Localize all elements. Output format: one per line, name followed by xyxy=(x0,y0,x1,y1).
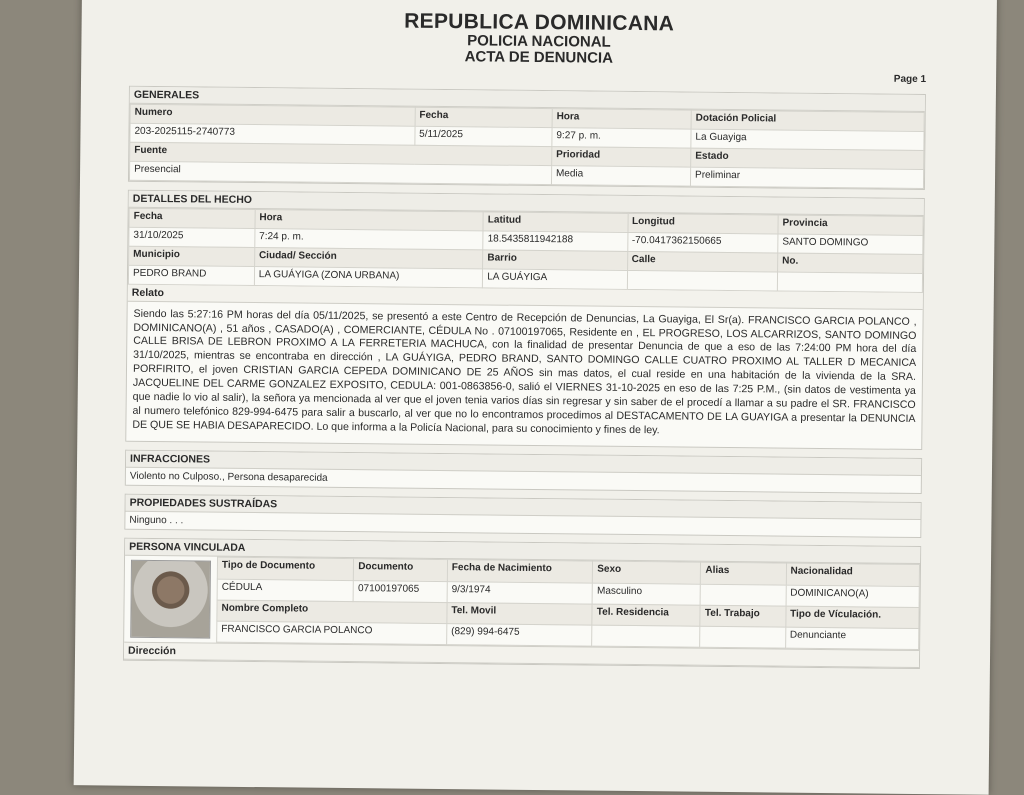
infracciones-value: Violento no Culposo., Persona desaparecida xyxy=(129,471,328,485)
tipo-vinculacion-value: Denunciante xyxy=(785,627,919,650)
estado-value: Preliminar xyxy=(690,167,923,188)
sexo-label: Sexo xyxy=(593,561,701,583)
numero-label: Numero xyxy=(130,104,415,126)
nombre-value: FRANCISCO GARCIA POLANCO xyxy=(217,621,447,645)
provincia-label: Provincia xyxy=(778,215,923,236)
relato-text: Siendo las 5:27:16 PM horas del día 05/11/2025, se presentó a este Centro de Recepción de Denuncias, La Guayiga, El Sr(a). FRANCISCO GARCIA POLANCO , DOMINICANO(A) , 51 años , CASADO(A) , COMERCIANTE, CÉDULA No . 07100197065, Residente en , EL PROGRESO, LOS ALCARRIZOS, SANTO DOMINGO CALLE BRISA DE LEBRON PROXIMO A LA FERRETERIA MACHUCA, con la finalidad de presentar Denuncia de que a eso de las 7:24:00 PM hora del día 31/10/2025, mientras se encontraba en dirección , LA GUÁYIGA, PEDRO BRAND, SANTO DOMINGO CALLE CUATRO PROXIMO AL TALLER D MECANICA PORFIRITO, el joven CRISTIAN GARCIA CEPEDA DOMINICANO DE 25 AÑOS sin mas datos, el cual reside en una habitación de la vivienda de la SRA. JACQUELINE DEL CARME GONZALEZ EXPOSITO, CEDULA: 001-0863856-0, salió el VIERNES 31-10-2025 en eso de las 7:25 P.M., (sin datos de vestimenta ya que nadie lo vio al salir), la señora ya mencionada al ver que el joven tenia varios días sin regresar y sin saber de el procedí a llamar a su padre el SR. FRANCISCO al numero telefónico 829-994-6475 para salir a buscarlo, al ver que no lo encontramos procedimos al DESTACAMENTO DE LA GUAYIGA a presentar la DENUNCIA DE QUE SE HABIA DESAPARECIDO. Lo que informa a la Policía Nacional, para su conocimiento y fines de ley. xyxy=(132,307,917,437)
latitud-label: Latitud xyxy=(483,211,627,232)
documento-value: 07100197065 xyxy=(353,580,447,602)
detalles-section xyxy=(125,189,925,450)
fuente-label: Fuente xyxy=(130,142,552,165)
document-title: ACTA DE DENUNCIA xyxy=(464,48,614,67)
hecho-hora-value: 7:24 p. m. xyxy=(255,228,484,249)
prioridad-value: Media xyxy=(551,165,690,185)
persona-title: PERSONA VINCULADA xyxy=(125,539,920,564)
fecha-label: Fecha xyxy=(415,107,552,127)
fecha-value: 5/11/2025 xyxy=(415,126,552,146)
numero-value: 203-2025115-2740773 xyxy=(130,123,415,145)
page-number: Page 1 xyxy=(893,73,927,86)
hecho-fecha-label: Fecha xyxy=(129,208,255,228)
municipio-label: Municipio xyxy=(129,246,255,266)
infracciones-title: INFRACCIONES xyxy=(126,451,921,476)
relato-label: Relato xyxy=(128,284,923,309)
municipio-value: PEDRO BRAND xyxy=(128,265,254,285)
document-header xyxy=(81,7,997,70)
hecho-fecha-value: 31/10/2025 xyxy=(129,227,255,247)
sexo-value: Masculino xyxy=(592,583,700,605)
estado-label: Estado xyxy=(691,148,924,169)
agency-title: POLICIA NACIONAL xyxy=(467,32,611,51)
hecho-hora-label: Hora xyxy=(255,209,484,230)
tipo-doc-value: CÉDULA xyxy=(217,579,353,602)
tel-movil-value: (829) 994-6475 xyxy=(447,624,593,647)
propiedades-section xyxy=(124,494,921,538)
propiedades-title: PROPIEDADES SUSTRAÍDAS xyxy=(126,495,921,520)
tel-trabajo-value xyxy=(700,626,785,648)
hora-label: Hora xyxy=(552,108,691,128)
nacionalidad-label: Nacionalidad xyxy=(786,563,920,586)
alias-value xyxy=(701,584,786,606)
numero-calle-value xyxy=(777,272,922,293)
tel-movil-label: Tel. Movil xyxy=(447,602,593,625)
nombre-label: Nombre Completo xyxy=(217,600,447,624)
document-sheet xyxy=(74,0,997,795)
fecha-nac-value: 9/3/1974 xyxy=(447,581,593,604)
tipo-doc-label: Tipo de Documento xyxy=(217,557,353,580)
generales-section xyxy=(128,85,926,189)
dotacion-label: Dotación Policial xyxy=(691,110,924,131)
provincia-value: SANTO DOMINGO xyxy=(778,234,923,255)
dotacion-value: La Guayiga xyxy=(691,129,924,150)
ciudad-value: LA GUÁYIGA (ZONA URBANA) xyxy=(254,266,483,287)
persona-section xyxy=(123,538,921,669)
calle-value xyxy=(627,270,778,291)
fecha-nac-label: Fecha de Nacimiento xyxy=(447,560,593,583)
hora-value: 9:27 p. m. xyxy=(552,127,691,147)
person-photo xyxy=(130,560,211,639)
calle-label: Calle xyxy=(627,251,778,272)
tipo-vinculacion-label: Tipo de Vículación. xyxy=(785,606,919,629)
fuente-value: Presencial xyxy=(129,161,551,184)
direccion-label: Dirección xyxy=(124,642,919,668)
detalles-title: DETALLES DEL HECHO xyxy=(129,190,924,215)
longitud-label: Longitud xyxy=(627,213,778,234)
prioridad-label: Prioridad xyxy=(552,146,691,166)
generales-title: GENERALES xyxy=(130,86,925,111)
alias-label: Alias xyxy=(701,562,786,584)
tel-trabajo-label: Tel. Trabajo xyxy=(700,605,785,627)
tel-residencia-value xyxy=(592,625,700,647)
nacionalidad-value: DOMINICANO(A) xyxy=(786,585,920,608)
barrio-label: Barrio xyxy=(483,249,627,270)
document-body xyxy=(123,85,926,669)
propiedades-value: Ninguno . . . xyxy=(129,515,184,527)
longitud-value: -70.0417362150665 xyxy=(627,232,778,253)
latitud-value: 18.5435811942188 xyxy=(483,230,627,251)
ciudad-label: Ciudad/ Sección xyxy=(254,247,483,268)
documento-label: Documento xyxy=(354,559,448,581)
barrio-value: LA GUÁYIGA xyxy=(483,268,627,289)
infracciones-section xyxy=(125,450,922,494)
country-title: REPUBLICA DOMINICANA xyxy=(404,9,675,36)
tel-residencia-label: Tel. Residencia xyxy=(592,604,700,626)
numero-calle-label: No. xyxy=(778,253,923,274)
